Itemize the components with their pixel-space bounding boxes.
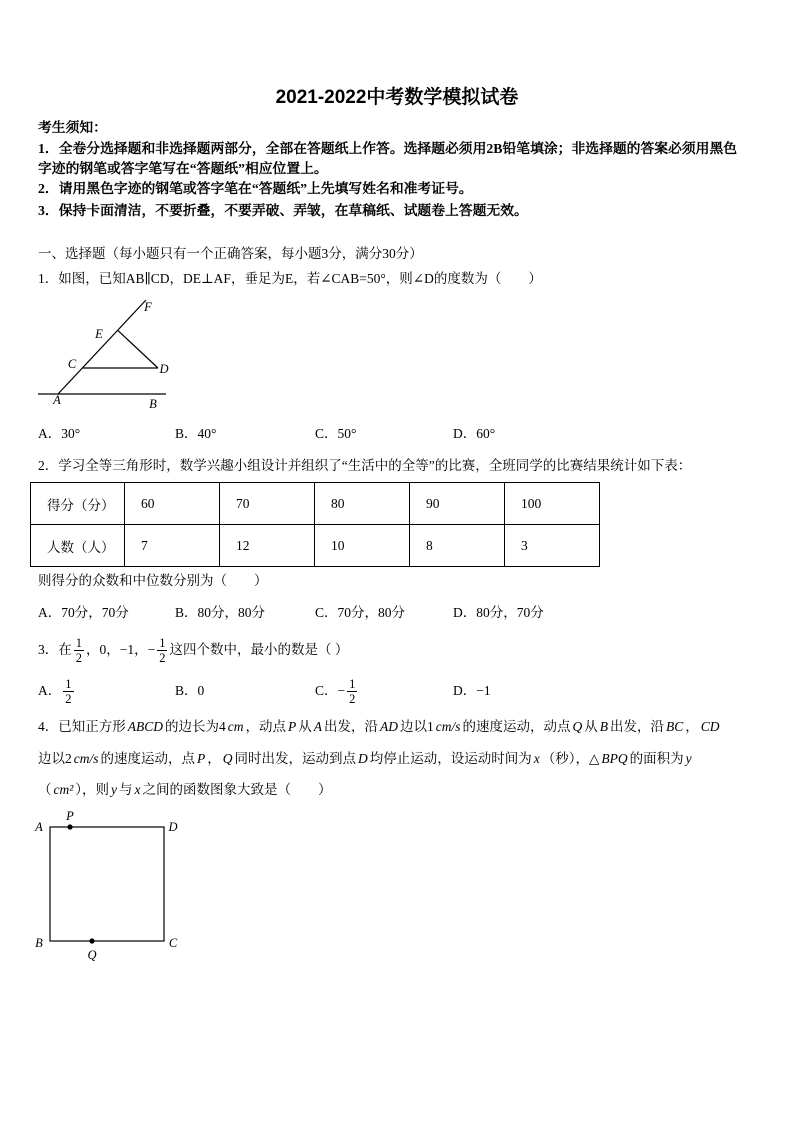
question-2-option-a: A．70分，70分 [38, 605, 129, 620]
table-cell: 7 [125, 525, 220, 567]
table-cell: 80 [315, 483, 410, 525]
table-cell: 70 [220, 483, 315, 525]
table-header-cell: 人数（人） [31, 525, 125, 567]
text-segment: 的速度运动，动点 [462, 719, 571, 734]
question-4-stem-line-1 [38, 719, 722, 735]
text-segment: ABCD [127, 719, 163, 734]
question-3-option-c [315, 676, 359, 706]
question-3-stem-part-1: 3．在 [38, 642, 72, 657]
text-segment: Q [572, 719, 583, 734]
point-label-p: P [66, 809, 74, 823]
question-2-option-c: C．70分，80分 [315, 605, 406, 620]
fraction-numerator: 1 [159, 635, 166, 650]
table-header-cell: 得分（分） [31, 483, 125, 525]
page-title: 2021-2022中考数学模拟试卷 [275, 87, 519, 108]
point-p-dot [67, 824, 72, 829]
option-text: D．−1 [453, 683, 491, 698]
text-segment: ， [207, 751, 221, 766]
question-4-figure [30, 808, 190, 963]
fraction-denominator: 2 [349, 691, 356, 706]
point-label-b: B [35, 936, 43, 950]
table-cell: 100 [505, 483, 600, 525]
table-row [31, 525, 600, 567]
text-segment: 4．已知正方形 [38, 719, 126, 734]
question-1-option-d: D．60° [453, 426, 496, 441]
text-segment: 的边长为4 [165, 719, 226, 734]
question-3-option-a [38, 676, 76, 706]
text-segment: 的面积为 [629, 751, 684, 766]
question-1-option-a: A．30° [38, 426, 81, 441]
text-segment: （ [38, 782, 52, 797]
question-2-stem: 2．学习全等三角形时，数学兴趣小组设计并组织了“生活中的全等”的比赛，全班同学的比赛结果统计如下表： [38, 458, 692, 473]
table-cell: 10 [315, 525, 410, 567]
option-prefix: A． [38, 683, 62, 698]
text-segment: x [134, 782, 141, 797]
point-label-a: A [35, 820, 43, 834]
fraction [63, 677, 73, 706]
question-1-option-b: B．40° [175, 426, 217, 441]
text-segment: 边以2 [38, 751, 72, 766]
table-cell: 12 [220, 525, 315, 567]
fraction-denominator: 2 [65, 691, 72, 706]
score-table [30, 482, 600, 567]
square-abcd [50, 827, 164, 941]
text-segment: cm [227, 719, 244, 734]
text-segment: 出发，沿 [324, 719, 378, 734]
point-label-d: D [159, 362, 169, 376]
option-text: B．0 [175, 683, 205, 698]
question-3-stem [38, 635, 348, 665]
fraction-numerator: 1 [349, 676, 356, 691]
question-2-option-d: D．80分，70分 [453, 605, 544, 620]
point-label-f: F [144, 300, 152, 314]
point-label-c: C [168, 936, 178, 950]
point-label-b: B [149, 397, 157, 411]
question-3-stem-part-3: 这四个数中，最小的数是（ ） [169, 642, 349, 657]
point-label-q: Q [87, 948, 97, 962]
text-segment: 的速度运动，点 [100, 751, 195, 766]
question-1-stem: 1．如图，已知AB∥CD，DE⊥AF，垂足为E，若∠CAB=50°，则∠D的度数为（ ） [38, 271, 542, 286]
text-segment: BPQ [601, 751, 628, 766]
text-segment: P [288, 719, 297, 734]
table-row [31, 483, 600, 525]
text-segment: Q [222, 751, 233, 766]
fraction [74, 636, 84, 665]
text-segment: 从 [298, 719, 312, 734]
text-segment: 边以1 [400, 719, 434, 734]
text-segment: y [685, 751, 692, 766]
text-segment: D [358, 751, 368, 766]
point-label-e: E [95, 327, 103, 341]
text-segment: BC [666, 719, 684, 734]
text-segment: A [313, 719, 322, 734]
table-cell: 3 [505, 525, 600, 567]
text-segment: ，动点 [245, 719, 286, 734]
text-segment: 同时出发，运动到点 [234, 751, 356, 766]
table-cell: 60 [125, 483, 220, 525]
question-1-figure [30, 295, 180, 415]
point-label-a: A [53, 393, 61, 407]
section-heading: 一、选择题（每小题只有一个正确答案，每小题3分，满分30分） [38, 246, 423, 261]
text-segment: ），则 [75, 782, 110, 797]
question-4-stem-line-3 [38, 782, 332, 798]
line-de [118, 330, 158, 368]
text-segment: 与 [119, 782, 133, 797]
text-segment: ， [685, 719, 699, 734]
option-prefix: C．− [315, 683, 346, 698]
fraction-numerator: 1 [75, 635, 82, 650]
question-4-stem-line-2 [38, 751, 694, 767]
fraction-denominator: 2 [75, 650, 82, 665]
text-segment: 从 [584, 719, 598, 734]
table-cell: 8 [410, 525, 505, 567]
text-segment: cm² [53, 782, 74, 797]
question-2-question: 则得分的众数和中位数分别为（ ） [38, 573, 268, 588]
text-segment: 出发，沿 [610, 719, 664, 734]
line-af [58, 300, 146, 394]
fraction [157, 636, 167, 665]
point-q-dot [89, 938, 94, 943]
table-cell: 90 [410, 483, 505, 525]
question-3-option-b [175, 676, 204, 706]
fraction-numerator: 1 [65, 676, 72, 691]
notice-heading: 考生须知： [38, 120, 107, 135]
question-2-option-b: B．80分，80分 [175, 605, 266, 620]
text-segment: （秒），△ [541, 751, 600, 766]
text-segment: cm/s [73, 751, 99, 766]
question-3-option-d [453, 676, 491, 706]
notice-line-2: 字迹的钢笔或答字笔写在“答题纸”相应位置上。 [38, 161, 328, 176]
question-1-option-c: C．50° [315, 426, 357, 441]
text-segment: P [197, 751, 206, 766]
text-segment: AD [380, 719, 398, 734]
text-segment: CD [700, 719, 720, 734]
text-segment: 之间的函数图象大致是（ ） [142, 782, 332, 797]
text-segment: y [111, 782, 118, 797]
fraction [347, 677, 357, 706]
fraction-denominator: 2 [159, 650, 166, 665]
text-segment: cm/s [435, 719, 461, 734]
point-label-c: C [67, 357, 77, 371]
question-3-stem-part-2: ，0，−1，− [86, 642, 156, 657]
text-segment: x [533, 751, 540, 766]
text-segment: 均停止运动，设运动时间为 [369, 751, 532, 766]
notice-line-1: 1．全卷分选择题和非选择题两部分，全部在答题纸上作答。选择题必须用2B铅笔填涂；非选择题的答案必须用黑色 [38, 141, 738, 156]
notice-line-4: 3．保持卡面清洁，不要折叠，不要弄破、弄皱，在草稿纸、试题卷上答题无效。 [38, 203, 528, 218]
text-segment: B [599, 719, 608, 734]
notice-line-3: 2．请用黑色字迹的钢笔或答字笔在“答题纸”上先填写姓名和准考证号。 [38, 181, 473, 196]
point-label-d: D [168, 820, 178, 834]
